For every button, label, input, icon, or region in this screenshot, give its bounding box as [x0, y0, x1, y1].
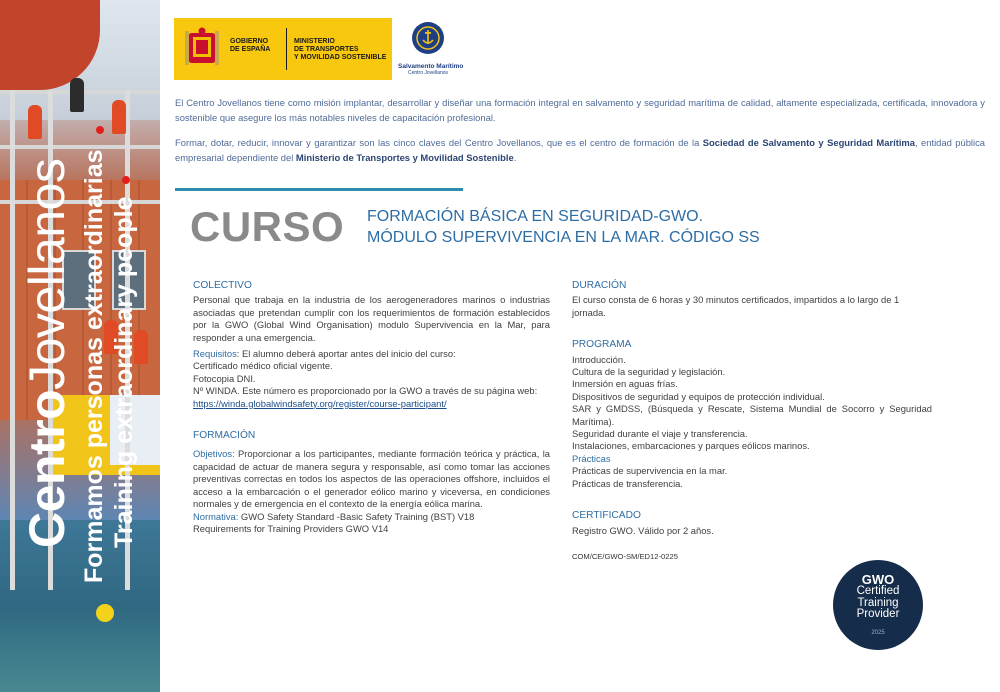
- diver: [96, 604, 114, 622]
- winda-link[interactable]: https://winda.globalwindsafety.org/register/course-participant/: [193, 397, 447, 409]
- curso-heading: CURSO: [190, 203, 345, 250]
- intro-paragraph-1: El Centro Jovellanos tiene como misión implantar, desarrollar y diseñar una formación integral en salvamento y seguridad marítima de calidad, altamente especializada, certificada, innovadora y sostenible que asegure los más notables niveles de capacitación profesional.: [175, 97, 985, 123]
- requisitos: Requisitos: El alumno deberá aportar antes del inicio del curso:: [193, 348, 456, 360]
- programa-title: PROGRAMA: [572, 339, 632, 351]
- coat-of-arms-icon: [184, 27, 220, 69]
- programa-item: Dispositivos de seguridad y equipos de protección individual.: [572, 390, 825, 402]
- left-column: [193, 280, 550, 535]
- programa-item: SAR y GMDSS, (Búsqueda y Rescate, Sistema Mundial de Socorro y Seguridad Marítima).: [572, 403, 932, 427]
- requisito-item: Fotocopia DNI.: [193, 372, 256, 384]
- normativa-text: Normativa: GWO Safety Standard -Basic Safety Training (BST) V18: [193, 510, 475, 522]
- right-column: [572, 280, 932, 563]
- tagline-en: Training extraordinary people: [110, 196, 138, 548]
- salvamento-maritimo-logo: Salvamento Marítimo Centro Jovellanos: [398, 22, 458, 82]
- practicas-title: Prácticas: [572, 452, 611, 464]
- programa-item: Instalaciones, embarcaciones y parques eólicos marinos.: [572, 440, 810, 452]
- practica-item: Prácticas de supervivencia en la mar.: [572, 465, 728, 477]
- practica-item: Prácticas de transferencia.: [572, 477, 683, 489]
- programa-item: Inmersión en aguas frías.: [572, 378, 678, 390]
- certificado-title: CERTIFICADO: [572, 510, 641, 522]
- duracion-title: DURACIÓN: [572, 280, 627, 291]
- tagline-es: Formamos personas extraordinarias: [80, 149, 108, 583]
- sidebar-photo: [0, 0, 160, 692]
- requisito-item: Nº WINDA. Este número es proporcionado por la GWO a través de su página web:: [193, 385, 538, 397]
- duracion-text: El curso consta de 6 horas y 30 minutos certificados, impartidos a lo largo de 1 jornada.: [572, 294, 900, 318]
- brand-vertical: CentroJovellanos: [19, 158, 75, 548]
- intro-paragraph-2: Formar, dotar, reducir, innovar y garantizar son las cinco claves del Centro Jovellanos, que es el centro de formación de la Sociedad de Salvamento y Seguridad Marítima, entidad pública empresarial dependiente del Ministerio de Transportes y Movilidad Sostenible.: [175, 137, 985, 163]
- reference-code: COM/CE/GWO-SM/ED12-0225: [572, 551, 678, 561]
- requisito-item: Certificado médico oficial vigente.: [193, 360, 333, 372]
- programa-item: Seguridad durante el viaje y transferencia.: [572, 428, 748, 440]
- gwo-certified-badge: GWO Certified Training Provider 2025: [833, 560, 923, 650]
- colectivo-text: Personal que trabaja en la industria de los aerogeneradores marinos o industrias asociadas que pretendan cumplir con los requerimientos de formación establecidos por la GWO (Global Wind Organisation) modulo Supervivencia en la Mar, para responder a una emergencia.: [193, 294, 550, 343]
- gobierno-logo: GOBIERNO DE ESPAÑA MINISTERIO DE TRANSPORTES Y MOVILIDAD SOSTENIBLE: [174, 18, 392, 80]
- programa-item: Cultura de la seguridad y legislación.: [572, 366, 726, 378]
- certificado-text: Registro GWO. Válido por 2 años.: [572, 524, 714, 536]
- course-title: FORMACIÓN BÁSICA EN SEGURIDAD-GWO. MÓDULO SUPERVIVENCIA EN LA MAR. CÓDIGO SS: [367, 208, 760, 246]
- programa-item: Introducción.: [572, 353, 626, 365]
- colectivo-title: COLECTIVO: [193, 280, 252, 291]
- divider: [175, 188, 463, 191]
- formacion-title: FORMACIÓN: [193, 430, 256, 442]
- objetivos-text: Objetivos: Proporcionar a los participantes, mediante formación teórica y práctica, la capacidad de actuar de manera segura y responsable, así como tomar las acciones preventivas correctas en todos los aspectos de las operaciones offshore, incluidos el acceso a la embarcación o el generador eólico marino y viceversa, en condiciones normales y de emergencia en el contexto de la energía eólica marina.: [193, 448, 550, 510]
- normativa-text-2: Requirements for Training Providers GWO V14: [193, 522, 389, 534]
- salvamento-emblem-icon: [412, 22, 444, 54]
